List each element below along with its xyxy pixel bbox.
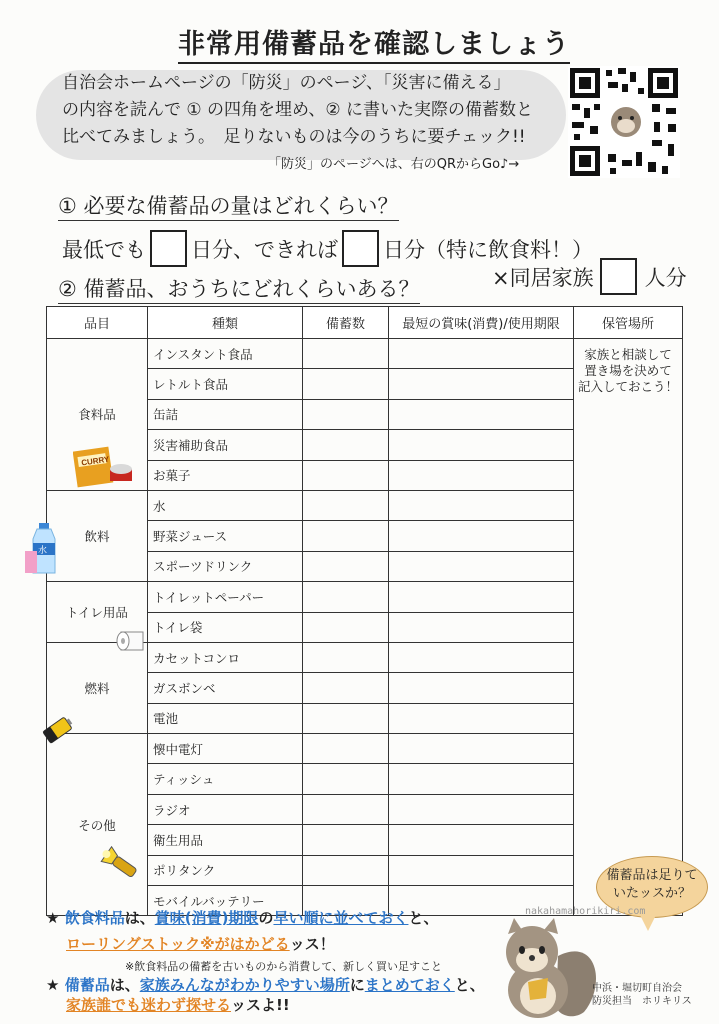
- site-url: nakahamahorikiri.com: [525, 906, 646, 917]
- expiry-cell[interactable]: [389, 612, 574, 642]
- item-type: 缶詰: [148, 399, 303, 429]
- quantity-cell[interactable]: [303, 369, 389, 399]
- expiry-cell[interactable]: [389, 490, 574, 520]
- header-expiry: 最短の賞味(消費)/使用期限: [389, 307, 574, 339]
- expiry-cell[interactable]: [389, 339, 574, 369]
- category-cell: [47, 339, 148, 491]
- tip-1-note: ※飲食料品の備蓄を古いものから消費して、新しく買い足すこと: [125, 960, 442, 973]
- expiry-cell[interactable]: [389, 582, 574, 612]
- tip2-text: は、: [109, 976, 140, 994]
- item-type: 衛生用品: [148, 825, 303, 855]
- category-label: 燃料: [84, 680, 110, 696]
- tip1-food: 飲食料品: [64, 909, 125, 927]
- min-days-box[interactable]: [150, 230, 187, 267]
- category-cell: [47, 642, 148, 733]
- star-icon: ★: [46, 909, 60, 927]
- tip1-expiry: 賞味(消費)期限: [154, 909, 259, 927]
- qr-code-icon[interactable]: [568, 66, 680, 178]
- intro-line-1: 自治会ホームページの「防災」のページ、「災害に備える」: [62, 73, 511, 93]
- item-type: 野菜ジュース: [148, 521, 303, 551]
- item-type: スポーツドリンク: [148, 551, 303, 581]
- days-unit-1: 日分、できれば: [191, 237, 338, 262]
- category-cell: [47, 734, 148, 916]
- question-2-heading: ② 備蓄品、おうちにどれくらいある？: [58, 273, 420, 304]
- tip1-text: と、: [408, 909, 439, 927]
- ideal-days-box[interactable]: [342, 230, 379, 267]
- tip-1: [46, 906, 438, 930]
- item-type: トイレ袋: [148, 612, 303, 642]
- rolling-stock: ローリングストック※がはかどる: [66, 935, 290, 953]
- tip2-together: まとめておく: [364, 976, 455, 994]
- quantity-cell[interactable]: [303, 855, 389, 885]
- header-type: 種類: [148, 307, 303, 339]
- category-cell: [38, 490, 148, 581]
- squirrel-mascot-icon: [488, 916, 606, 1020]
- category-cell: [47, 582, 148, 643]
- expiry-cell[interactable]: [389, 642, 574, 672]
- expiry-cell[interactable]: [389, 399, 574, 429]
- tip2-text: に: [349, 976, 365, 994]
- intro-line-2: の内容を読んで ① の四角を埋め、② に書いた実際の備蓄数と: [62, 100, 534, 120]
- quantity-cell[interactable]: [303, 582, 389, 612]
- tip2-place: 家族みんながわかりやすい場所: [139, 976, 350, 994]
- category-label: 食料品: [78, 407, 116, 423]
- quantity-cell[interactable]: [303, 825, 389, 855]
- expiry-cell[interactable]: [389, 703, 574, 733]
- item-type: 電池: [148, 703, 303, 733]
- stock-table: [38, 306, 683, 916]
- star-icon: ★: [46, 976, 60, 994]
- expiry-cell[interactable]: [389, 430, 574, 460]
- expiry-cell[interactable]: [389, 734, 574, 764]
- item-type: 水: [148, 490, 303, 520]
- tip2-text: と、: [454, 976, 485, 994]
- item-type: お菓子: [148, 460, 303, 490]
- tip1-text: は、: [124, 909, 155, 927]
- credit-line-1: 中浜・堀切町自治会: [592, 983, 682, 994]
- header-quantity: 備蓄数: [303, 307, 389, 339]
- days-unit-2: 日分（特に飲食料！）: [383, 237, 593, 262]
- tip1-text: の: [258, 909, 274, 927]
- qr-note: 「防災」のページへは、右のQRからGo♪→: [268, 157, 520, 172]
- expiry-cell[interactable]: [389, 551, 574, 581]
- expiry-cell[interactable]: [389, 460, 574, 490]
- expiry-cell[interactable]: [389, 673, 574, 703]
- water-label: 水: [38, 545, 48, 556]
- expiry-cell[interactable]: [389, 369, 574, 399]
- bubble-line-1: 備蓄品は足りて: [606, 868, 698, 883]
- storage-note: 家族と相談して 置き場を決めて 記入しておこう！: [577, 347, 678, 394]
- expiry-cell[interactable]: [389, 825, 574, 855]
- storage-cell[interactable]: [574, 339, 683, 916]
- water-bottle-icon: [25, 521, 65, 575]
- quantity-cell[interactable]: [303, 673, 389, 703]
- item-type: インスタント食品: [148, 339, 303, 369]
- quantity-cell[interactable]: [303, 521, 389, 551]
- household-line: [492, 258, 687, 295]
- household-label: ×同居家族: [492, 265, 594, 290]
- quantity-cell[interactable]: [303, 612, 389, 642]
- quantity-cell[interactable]: [303, 642, 389, 672]
- item-type: モバイルバッテリー: [148, 886, 303, 916]
- tip1-order: 早い順に並べておく: [273, 909, 409, 927]
- intro-line-3: 比べてみましょう。 足りないものは今のうちに要チェック!!: [62, 127, 526, 147]
- expiry-cell[interactable]: [389, 764, 574, 794]
- intro-text: [62, 70, 533, 151]
- header-storage: 保管場所: [574, 307, 683, 339]
- quantity-cell[interactable]: [303, 399, 389, 429]
- item-type: カセットコンロ: [148, 642, 303, 672]
- quantity-cell[interactable]: [303, 460, 389, 490]
- header-category: 品目: [47, 307, 148, 339]
- bubble-tail: [640, 915, 656, 931]
- page-title: 非常用備蓄品を確認しましょう: [178, 22, 570, 64]
- quantity-cell[interactable]: [303, 430, 389, 460]
- credit-line-2: 防災担当 ホリキリス: [592, 996, 692, 1007]
- item-type: 災害補助食品: [148, 430, 303, 460]
- table-header-row: [47, 307, 683, 339]
- item-type: レトルト食品: [148, 369, 303, 399]
- quantity-cell[interactable]: [303, 734, 389, 764]
- expiry-cell[interactable]: [389, 855, 574, 885]
- expiry-cell[interactable]: [389, 521, 574, 551]
- table-row: [47, 339, 683, 369]
- credit: [592, 982, 692, 1008]
- category-label: トイレ用品: [66, 605, 128, 621]
- tip2-items: 備蓄品: [64, 976, 110, 994]
- tip-1-result: [66, 932, 335, 956]
- item-type: ラジオ: [148, 794, 303, 824]
- item-type: ポリタンク: [148, 855, 303, 885]
- quantity-cell[interactable]: [303, 490, 389, 520]
- quantity-cell[interactable]: [303, 339, 389, 369]
- item-type: ガスボンベ: [148, 673, 303, 703]
- category-label: 飲料: [84, 529, 110, 545]
- flashlight-icon: [99, 846, 145, 884]
- question-1-heading: ① 必要な備蓄品の量はどれくらい？: [58, 190, 399, 221]
- curry-box-icon: [73, 443, 133, 489]
- quantity-cell[interactable]: [303, 794, 389, 824]
- find-easily: 家族誰でも迷わず探せる: [66, 996, 232, 1014]
- bubble-line-2: いたッスか？: [612, 886, 691, 901]
- expiry-cell[interactable]: [389, 794, 574, 824]
- quantity-cell[interactable]: [303, 551, 389, 581]
- curry-label: CURRY: [80, 454, 110, 468]
- tip-2-result: [66, 993, 290, 1017]
- household-count-box[interactable]: [600, 258, 637, 295]
- quantity-cell[interactable]: [303, 764, 389, 794]
- quantity-cell[interactable]: [303, 703, 389, 733]
- tip2-end: ッスよ!!: [231, 996, 290, 1014]
- item-type: ティッシュ: [148, 764, 303, 794]
- min-label: 最低でも: [62, 237, 146, 262]
- household-unit: 人分: [644, 265, 687, 290]
- item-type: 懐中電灯: [148, 734, 303, 764]
- tip1-end: ッス！: [289, 935, 335, 953]
- category-label: その他: [78, 817, 116, 833]
- item-type: トイレットペーパー: [148, 582, 303, 612]
